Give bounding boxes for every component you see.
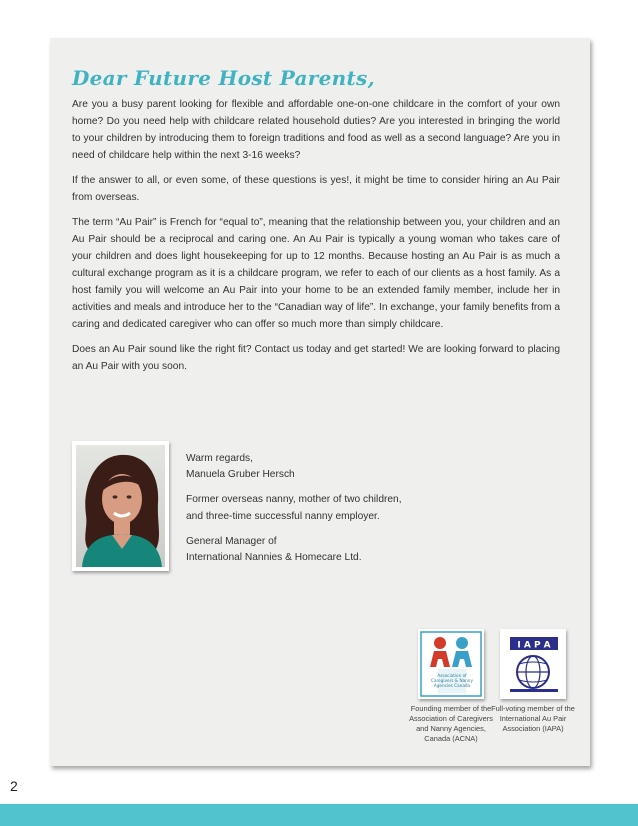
paragraph-1: Are you a busy parent looking for flexible and affordable one-on-one childcare in the comfort of your own home? Do you need help with childcare related household duties? Are you interested in bringing the world to your children by introducing them to foreign traditions and food as well as a second language? Are you in need of childcare help within the next 3-16 weeks?	[72, 99, 560, 162]
page-number: 2	[10, 778, 18, 794]
acna-caption: Founding member of the Association of Caregivers and Nanny Agencies, Canada (ACNA)	[409, 704, 493, 743]
acna-logo	[418, 629, 484, 699]
svg-text:Agencies Canada: Agencies Canada	[433, 683, 471, 688]
paragraph-2: If the answer to all, or even some, of these questions is yes!, it might be time to consider hiring an Au Pair from overseas.	[72, 174, 560, 203]
greeting-heading: Dear Future Host Parents,	[72, 66, 375, 90]
letter-body	[72, 96, 560, 382]
svg-text:Caregivers & Nanny: Caregivers & Nanny	[431, 678, 473, 683]
iapa-logo-text: I A P A	[517, 640, 551, 651]
svg-text:Association of: Association of	[437, 673, 467, 678]
signature-block	[186, 451, 446, 575]
paragraph-4: Does an Au Pair sound like the right fit? Contact us today and get started! We are looking forward to placing an Au Pair with you soon.	[72, 343, 560, 372]
closing: Warm regards,	[186, 453, 253, 464]
paragraph-3: The term “Au Pair” is French for “equal to”, meaning that the relationship between you, your children and an Au Pair should be a reciprocal and caring one. An Au Pair is typically a young woman who takes care of your children and does light housekeeping for up to 12 months. Because hosting an Au Pair is as much a cultural exchange program as it is a childcare program, we refer to each of our clients as a host family. As a host family you will welcome an Au Pair into your home to be an extended family member, include her in activities and meals and introduce her to the “Canadian way of life”. In exchange, your family benefits from a caring and dedicated caregiver who can offer so much more than simply childcare.	[72, 216, 560, 331]
footer-bar	[0, 804, 638, 826]
iapa-caption: Full-voting member of the International Au Pair Association (IAPA)	[491, 704, 575, 733]
iapa-logo	[500, 629, 566, 699]
author-name: Manuela Gruber Hersch	[186, 469, 295, 481]
author-title-line-2: International Nannies & Homecare Ltd.	[186, 552, 362, 564]
author-bio-line-2: and three-time successful nanny employer.	[186, 510, 380, 522]
author-title-line-1: General Manager of	[186, 535, 277, 547]
author-portrait	[72, 441, 169, 571]
author-bio-line-1: Former overseas nanny, mother of two children,	[186, 494, 402, 506]
